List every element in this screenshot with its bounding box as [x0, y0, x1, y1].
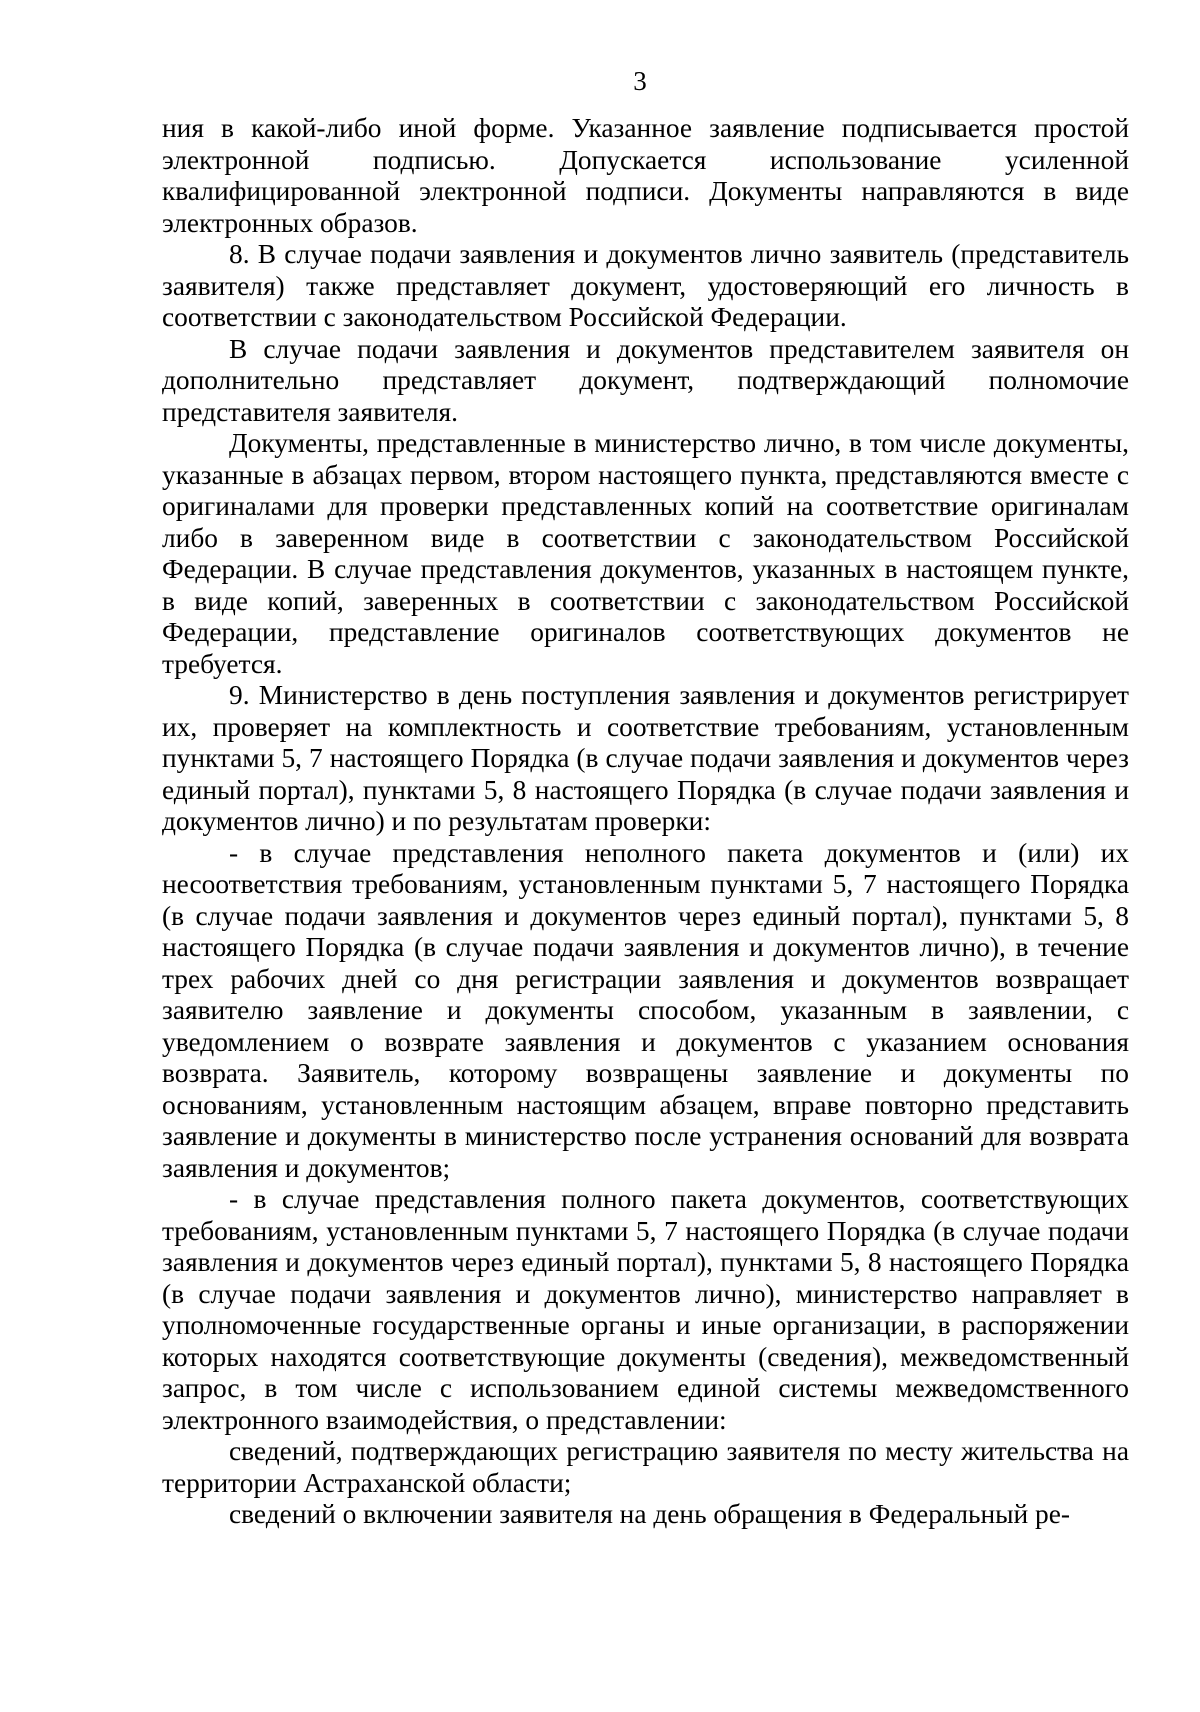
paragraph-registration-info: сведений, подтверждающих регистрацию заявителя по месту жительства на территории Астраханской области;: [162, 1436, 1129, 1498]
page-number: 3: [633, 66, 647, 96]
paragraph-item-8: 8. В случае подачи заявления и документов лично заявитель (представитель заявителя) также представляет документ, удостоверяющий его личность в соответствии с законодательством Российской Федерации.: [162, 239, 1129, 332]
paragraph-originals: Документы, представленные в министерство лично, в том числе документы, указанные в абзацах первом, втором настоящего пункта, представляются вместе с оригиналами для проверки представленных копий на соответствие оригиналам либо в заверенном виде в соответствии с законодательством Российской Федерации. В случае представления документов, указанных в настоящем пункте, в виде копий, заверенных в соответствии с законодательством Российской Федерации, представление оригиналов соответствующих документов не требуется.: [162, 428, 1129, 679]
document-body: [162, 113, 1129, 1531]
paragraph-item-9: 9. Министерство в день поступления заявления и документов регистрирует их, проверяет на комплектность и соответствие требованиям, установленным пунктами 5, 7 настоящего Порядка (в случае подачи заявления и документов через единый портал), пунктами 5, 8 настоящего Порядка (в случае подачи заявления и документов лично) и по результатам проверки:: [162, 680, 1129, 836]
paragraph-incomplete-package: - в случае представления неполного пакета документов и (или) их несоответствия требованиям, установленным пунктами 5, 7 настоящего Порядка (в случае подачи заявления и документов через единый портал), пунктами 5, 8 настоящего Порядка (в случае подачи заявления и документов лично), в течение трех рабочих дней со дня регистрации заявления и документов возвращает заявителю заявление и документы способом, указанным в заявлении, с уведомлением о возврате заявления и документов с указанием основания возврата. Заявитель, которому возвращены заявление и документы по основаниям, установленным настоящим абзацем, вправе повторно представить заявление и документы в министерство после устранения оснований для возврата заявления и документов;: [162, 837, 1129, 1183]
paragraph-complete-package: - в случае представления полного пакета документов, соответствующих требованиям, установленным пунктами 5, 7 настоящего Порядка (в случае подачи заявления и документов через единый портал), пунктами 5, 8 настоящего Порядка (в случае подачи заявления и документов лично), министерство направляет в уполномоченные государственные органы и иные организации, в распоряжении которых находятся соответствующие документы (сведения), межведомственный запрос, в том числе с использованием единой системы межведомственного электронного взаимодействия, о представлении:: [162, 1184, 1129, 1435]
paragraph-federal-register: сведений о включении заявителя на день обращения в Федеральный ре-: [229, 1499, 1071, 1529]
paragraph-continuation: ния в какой-либо иной форме. Указанное заявление подписывается простой электронной подписью. Допускается использование усиленной квалифицированной электронной подписи. Документы направляются в виде электронных образов.: [162, 113, 1129, 238]
paragraph-representative: В случае подачи заявления и документов представителем заявителя он дополнительно представляет документ, подтверждающий полномочие представителя заявителя.: [162, 333, 1129, 427]
